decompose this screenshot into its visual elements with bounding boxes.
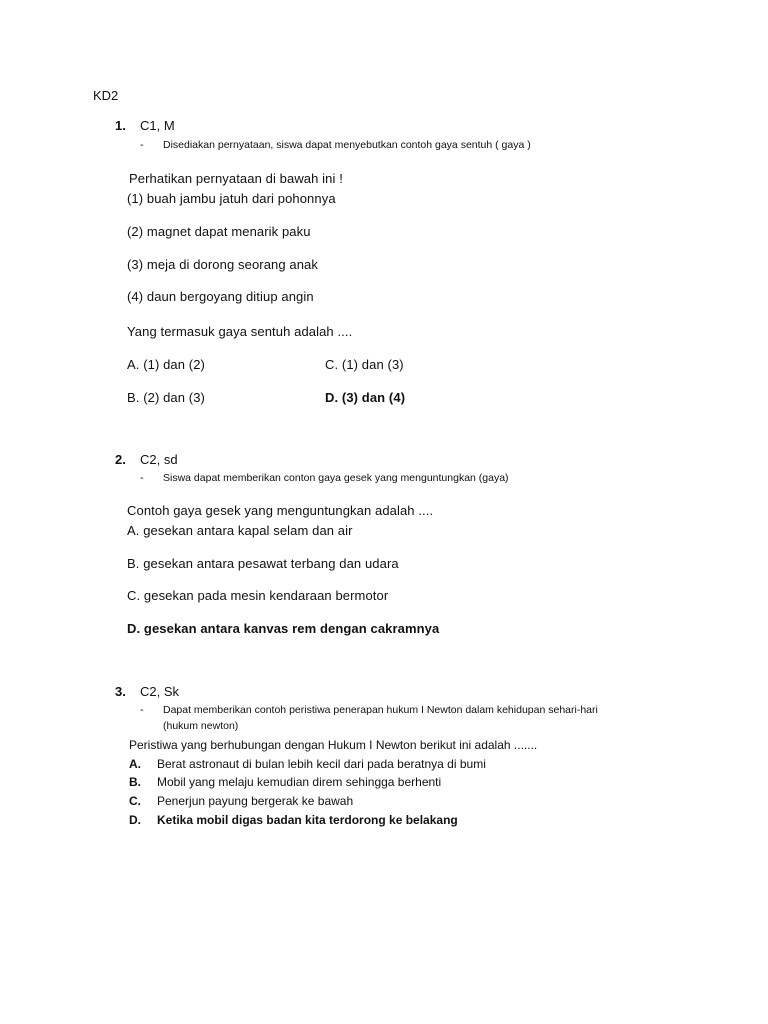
- q3-option-d-letter: D.: [129, 813, 141, 827]
- q3-indicator-line2: (hukum newton): [163, 720, 239, 732]
- q2-option-c: C. gesekan pada mesin kendaraan bermotor: [127, 588, 389, 603]
- q3-option-b-letter: B.: [129, 775, 141, 789]
- q1-code: C1, M: [140, 118, 175, 133]
- q1-option-c: C. (1) dan (3): [325, 357, 404, 372]
- q1-intro: Perhatikan pernyataan di bawah ini !: [129, 171, 343, 186]
- q1-option-a: A. (1) dan (2): [127, 357, 205, 372]
- q1-indicator: Disediakan pernyataan, siswa dapat menyebutkan contoh gaya sentuh ( gaya ): [163, 139, 531, 151]
- q3-option-a-letter: A.: [129, 757, 141, 771]
- q3-indicator-line1: Dapat memberikan contoh peristiwa penerapan hukum I Newton dalam kehidupan sehari-hari: [163, 704, 598, 716]
- q3-number: 3.: [115, 684, 126, 699]
- q2-option-a: A. gesekan antara kapal selam dan air: [127, 523, 353, 538]
- q1-statement-1: (1) buah jambu jatuh dari pohonnya: [127, 191, 336, 206]
- q2-indicator: Siswa dapat memberikan conton gaya gesek yang menguntungkan (gaya): [163, 472, 509, 484]
- q1-number: 1.: [115, 118, 126, 133]
- q3-option-c-text: Penerjun payung bergerak ke bawah: [157, 794, 354, 808]
- q2-code: C2, sd: [140, 452, 178, 467]
- q3-option-b-text: Mobil yang melaju kemudian direm sehingga berhenti: [157, 775, 442, 789]
- q3-option-c-letter: C.: [129, 794, 141, 808]
- q3-dash: -: [140, 704, 144, 716]
- page-title: KD2: [93, 88, 119, 103]
- q1-dash: -: [140, 139, 144, 151]
- q3-code: C2, Sk: [140, 684, 180, 699]
- q2-question: Contoh gaya gesek yang menguntungkan adalah ....: [127, 503, 434, 518]
- q1-question: Yang termasuk gaya sentuh adalah ....: [127, 324, 353, 339]
- q3-option-d-text: Ketika mobil digas badan kita terdorong ke belakang: [157, 813, 458, 827]
- q1-statement-4: (4) daun bergoyang ditiup angin: [127, 289, 314, 304]
- q2-option-d: D. gesekan antara kanvas rem dengan cakramnya: [127, 621, 440, 636]
- q1-statement-3: (3) meja di dorong seorang anak: [127, 257, 318, 272]
- q2-dash: -: [140, 472, 144, 484]
- q3-option-a-text: Berat astronaut di bulan lebih kecil dari pada beratnya di bumi: [157, 757, 486, 771]
- q1-statement-2: (2) magnet dapat menarik paku: [127, 224, 311, 239]
- q3-question: Peristiwa yang berhubungan dengan Hukum I Newton berikut ini adalah .......: [129, 738, 538, 752]
- q2-option-b: B. gesekan antara pesawat terbang dan udara: [127, 556, 399, 571]
- q1-option-d: D. (3) dan (4): [325, 390, 406, 405]
- q2-number: 2.: [115, 452, 126, 467]
- q1-option-b: B. (2) dan (3): [127, 390, 205, 405]
